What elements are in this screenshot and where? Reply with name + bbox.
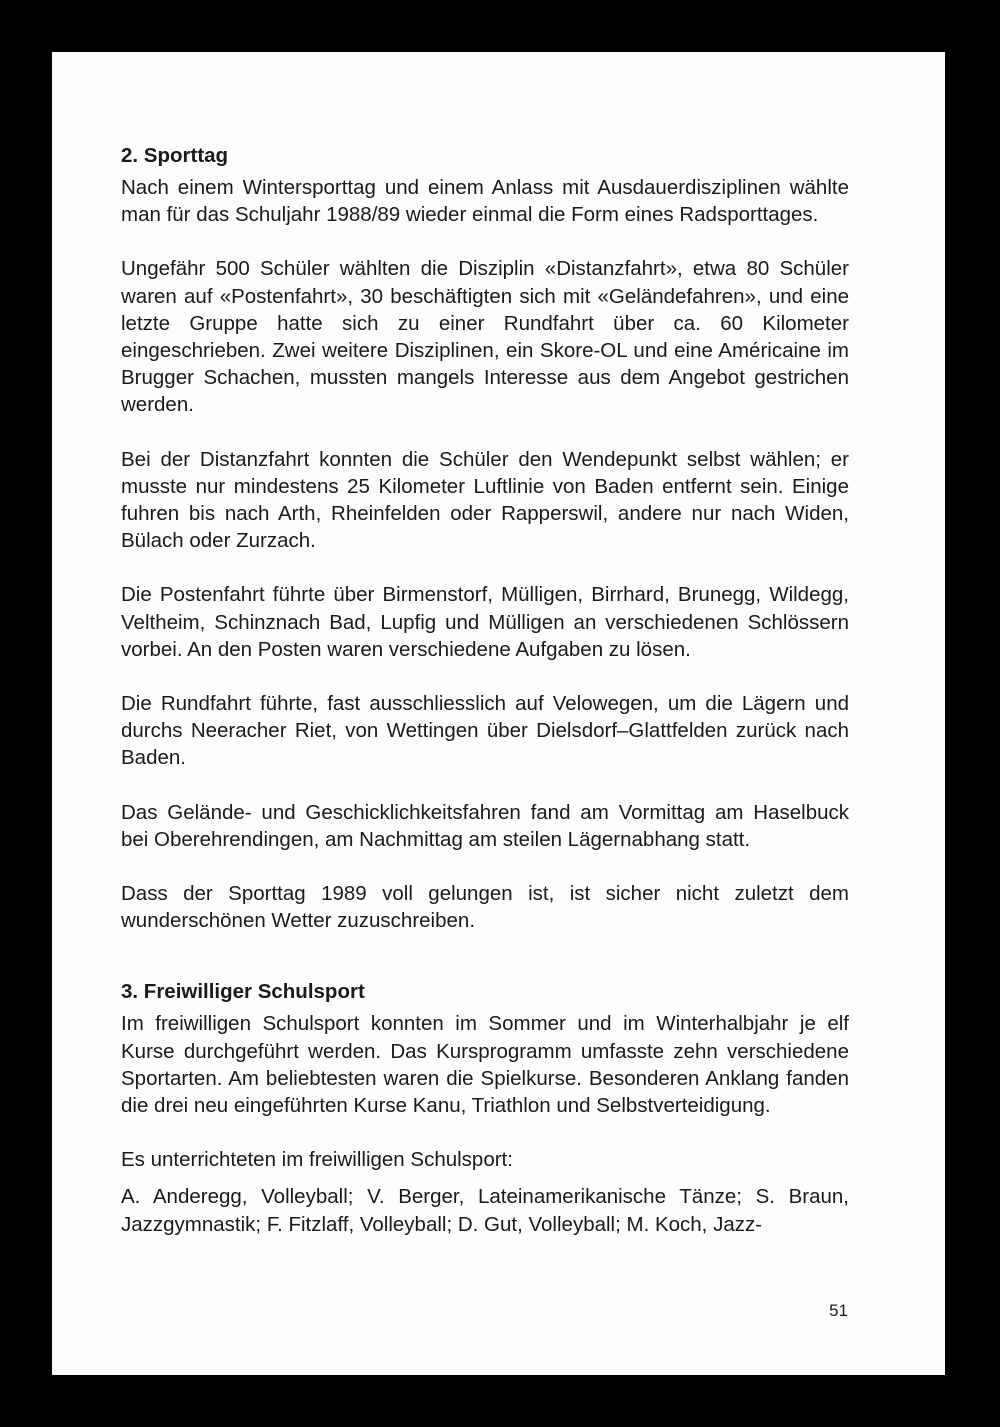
paragraph: Ungefähr 500 Schüler wählten die Disziplin «Distanzfahrt», etwa 80 Schüler waren auf «Postenfahrt», 30 beschäftigten sich mit «Geländefahren», und eine letzte Gruppe hatte sich zu einer Rundfahrt über ca. 60 Kilometer eingeschrieben. Zwei weitere Disziplinen, ein Skore-OL und eine Américaine im Brugger Schachen, mussten mangels Interesse aus dem Angebot gestrichen werden. bbox=[121, 257, 849, 417]
section-heading-freiwilliger-schulsport: 3. Freiwilliger Schulsport bbox=[121, 980, 365, 1004]
section-heading-sporttag: 2. Sporttag bbox=[121, 144, 229, 167]
paragraph: Die Rundfahrt führte, fast ausschliesslich auf Velowegen, um die Lägern und durchs Neeracher Riet, von Wettingen über Dielsdorf–Glattfelden zurück nach Baden. bbox=[121, 692, 849, 770]
document-page bbox=[52, 52, 945, 1375]
paragraph: Das Gelände- und Geschicklichkeitsfahren fand am Vormittag am Haselbuck bei Oberehrendingen, am Nachmittag am steilen Lägernabhang statt. bbox=[121, 800, 849, 851]
paragraph: Es unterrichteten im freiwilligen Schulsport: bbox=[121, 1148, 513, 1172]
paragraph: Bei der Distanzfahrt konnten die Schüler den Wendepunkt selbst wählen; er musste nur mindestens 25 Kilometer Luftlinie von Baden entfernt sein. Einige fuhren bis nach Arth, Rheinfelden oder Rapperswil, andere nur nach Widen, Bülach oder Zurzach. bbox=[121, 447, 849, 553]
paragraph: Nach einem Wintersporttag und einem Anlass mit Ausdauerdisziplinen wählte man für das Schuljahr 1988/89 wieder einmal die Form eines Radsporttages. bbox=[121, 176, 849, 227]
paragraph: Dass der Sporttag 1989 voll gelungen ist, ist sicher nicht zuletzt dem wunderschönen Wetter zuzuschreiben. bbox=[121, 882, 849, 933]
page-number: 51 bbox=[829, 1301, 848, 1320]
document-body bbox=[121, 142, 849, 1238]
paragraph: A. Anderegg, Volleyball; V. Berger, Lateinamerikanische Tänze; S. Braun, Jazzgymnastik; F. Fitzlaff, Volleyball; D. Gut, Volleyball; M. Koch, Jazz- bbox=[121, 1185, 849, 1236]
paragraph: Die Postenfahrt führte über Birmenstorf, Mülligen, Birrhard, Brunegg, Wildegg, Veltheim, Schinznach Bad, Lupfig und Mülligen an verschiedenen Schlössern vorbei. An den Posten waren verschiedene Aufgaben zu lösen. bbox=[121, 583, 849, 661]
paragraph: Im freiwilligen Schulsport konnten im Sommer und im Winterhalbjahr je elf Kurse durchgeführt werden. Das Kursprogramm umfasste zehn verschiedene Sportarten. Am beliebtesten waren die Spielkurse. Besonderen Anklang fanden die drei neu eingeführten Kurse Kanu, Triathlon und Selbstverteidigung. bbox=[121, 1012, 849, 1118]
